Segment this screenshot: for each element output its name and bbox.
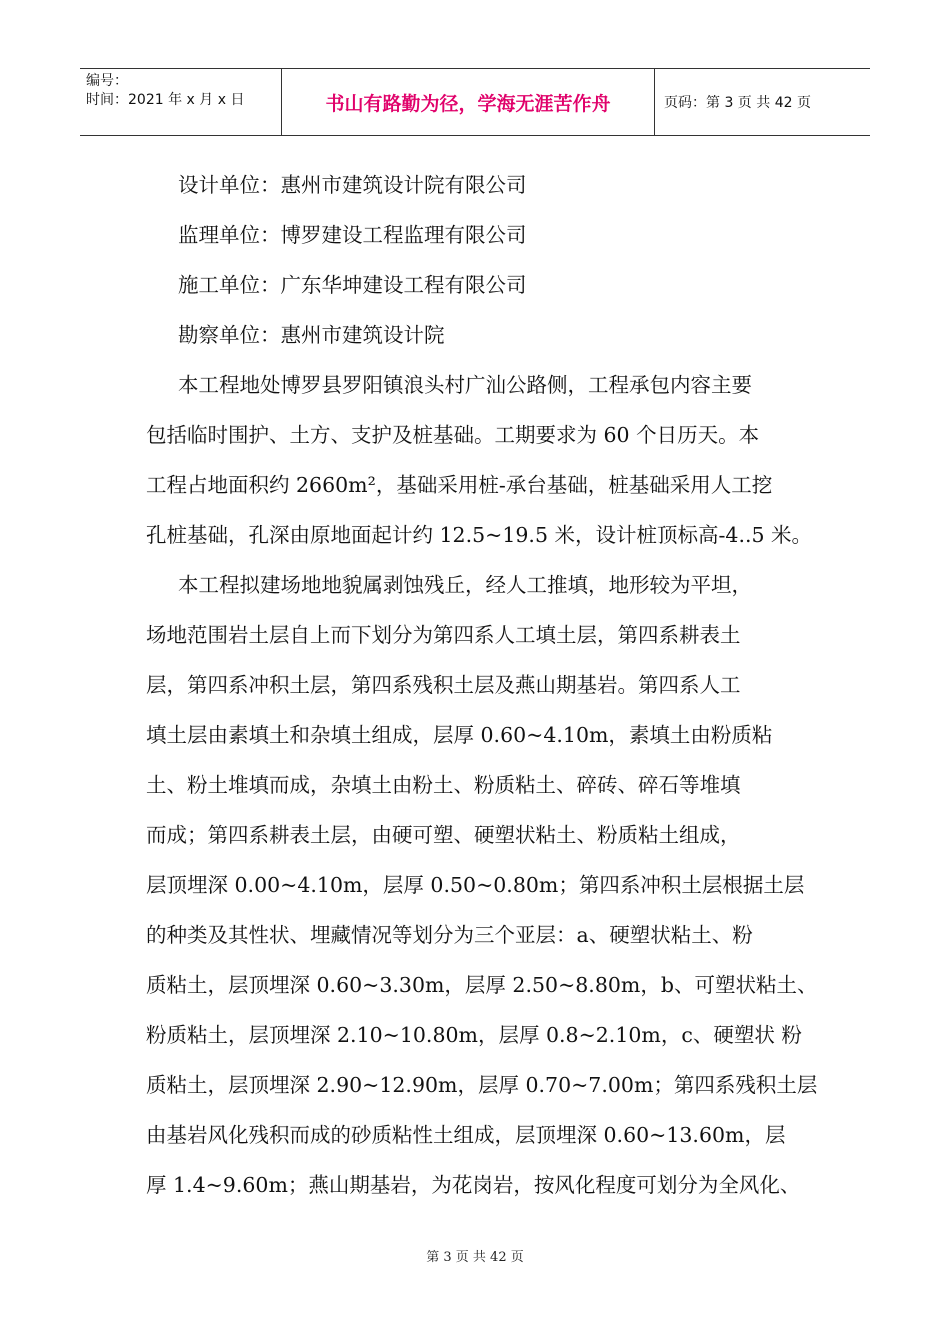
paragraph-line: 填土层由素填土和杂填土组成，层厚 0.60~4.10m，素填土由粉质粘 bbox=[146, 723, 773, 747]
paragraph-line: 质粘土，层顶埋深 2.90~12.90m，层厚 0.70~7.00m；第四系残积土层 bbox=[146, 1073, 818, 1097]
design-unit: 设计单位：惠州市建筑设计院有限公司 bbox=[178, 173, 527, 197]
paragraph-line: 本工程拟建场地地貌属剥蚀残丘，经人工推填，地形较为平坦， bbox=[178, 573, 752, 597]
survey-unit: 勘察单位：惠州市建筑设计院 bbox=[178, 323, 445, 347]
paragraph-line: 由基岩风化残积而成的砂质粘性土组成，层顶埋深 0.60~13.60m，层 bbox=[146, 1123, 786, 1147]
paragraph-line: 而成；第四系耕表土层，由硬可塑、硬塑状粘土、粉质粘土组成， bbox=[146, 823, 741, 847]
paragraph-line: 厚 1.4~9.60m；燕山期基岩，为花岗岩，按风化程度可划分为全风化、 bbox=[146, 1173, 801, 1197]
paragraph-line: 粉质粘土，层顶埋深 2.10~10.80m，层厚 0.8~2.10m，c、硬塑状 粉 bbox=[146, 1023, 802, 1047]
paragraph-line: 土、粉土堆填而成，杂填土由粉土、粉质粘土、碎砖、碎石等堆填 bbox=[146, 773, 741, 797]
header-meta bbox=[80, 69, 282, 135]
paragraph-line: 工程占地面积约 2660m²，基础采用桩-承台基础，桩基础采用人工挖 bbox=[146, 473, 773, 497]
paragraph-line: 场地范围岩土层自上而下划分为第四系人工填土层，第四系耕表土 bbox=[146, 623, 741, 647]
number-label: 编号： bbox=[86, 73, 128, 89]
supervision-unit: 监理单位：博罗建设工程监理有限公司 bbox=[178, 223, 527, 247]
paragraph-line: 包括临时围护、土方、支护及桩基础。工期要求为 60 个日历天。本 bbox=[146, 423, 760, 447]
page-footer: 第 3 页 共 42 页 bbox=[426, 1250, 524, 1265]
paragraph-line: 的种类及其性状、埋藏情况等划分为三个亚层：a、硬塑状粘土、粉 bbox=[146, 923, 753, 947]
header-motto: 书山有路勤为径，学海无涯苦作舟 bbox=[282, 69, 655, 135]
construction-unit: 施工单位：广东华坤建设工程有限公司 bbox=[178, 273, 527, 297]
header-page-info: 页码：第 3 页 共 42 页 bbox=[664, 95, 811, 111]
time-label: 时间：2021 年 x 月 x 日 bbox=[86, 92, 245, 108]
paragraph-line: 层顶埋深 0.00~4.10m，层厚 0.50~0.80m；第四系冲积土层根据土层 bbox=[146, 873, 805, 897]
document-body bbox=[146, 160, 821, 1210]
page-header bbox=[80, 68, 870, 136]
paragraph-line: 本工程地处博罗县罗阳镇浪头村广汕公路侧，工程承包内容主要 bbox=[178, 373, 752, 397]
paragraph-line: 质粘土，层顶埋深 0.60~3.30m，层厚 2.50~8.80m，b、可塑状粘土、 bbox=[146, 973, 818, 997]
paragraph-line: 孔桩基础，孔深由原地面起计约 12.5~19.5 米，设计桩顶标高-4..5 米。 bbox=[146, 523, 813, 547]
paragraph-line: 层，第四系冲积土层，第四系残积土层及燕山期基岩。第四系人工 bbox=[146, 673, 741, 697]
